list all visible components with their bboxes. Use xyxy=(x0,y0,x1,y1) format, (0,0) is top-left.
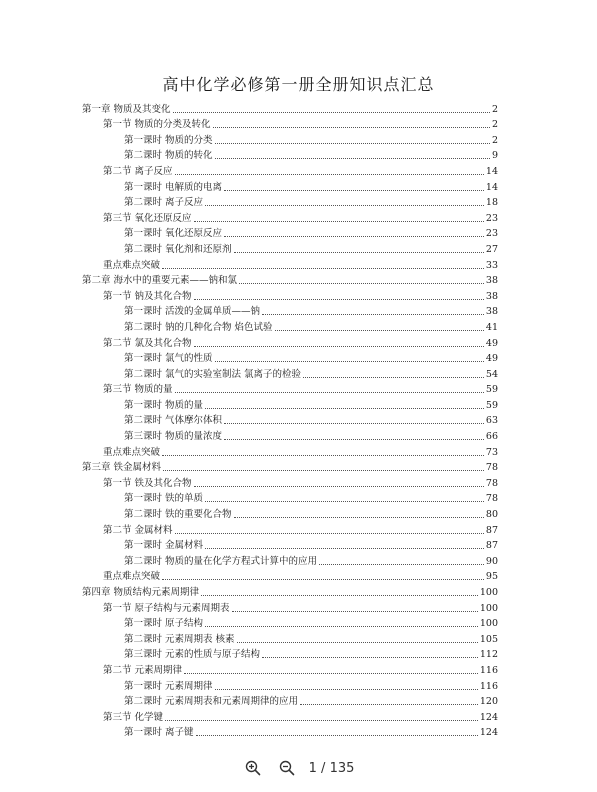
toc-leader-dots xyxy=(213,127,490,128)
toc-leader-dots xyxy=(194,346,484,347)
toc-entry[interactable] xyxy=(82,395,498,411)
toc-leader-dots xyxy=(162,579,484,580)
toc-entry-label: 第一节 铁及其化合物 xyxy=(103,477,192,489)
toc-leader-dots xyxy=(215,361,484,362)
zoom-in-button[interactable] xyxy=(243,758,263,778)
toc-entry[interactable] xyxy=(82,239,498,255)
toc-entry-label: 第一课时 活泼的金属单质——钠 xyxy=(124,306,261,318)
toc-entry-page: 41 xyxy=(485,321,498,333)
toc-entry-label: 第三课时 物质的量浓度 xyxy=(124,431,223,443)
toc-entry-page: 78 xyxy=(485,477,498,489)
toc-entry-page: 100 xyxy=(479,587,498,598)
toc-entry-label: 重点难点突破 xyxy=(103,571,161,583)
toc-entry-label: 重点难点突破 xyxy=(103,259,161,271)
toc-entry-page: 49 xyxy=(485,337,498,349)
toc-leader-dots xyxy=(205,408,484,409)
toc-entry-page: 18 xyxy=(485,197,498,209)
toc-entry[interactable] xyxy=(82,723,498,739)
toc-entry[interactable] xyxy=(82,115,498,131)
toc-leader-dots xyxy=(173,112,490,113)
toc-leader-dots xyxy=(262,314,484,315)
toc-entry-label: 第三节 化学键 xyxy=(103,711,164,723)
toc-leader-dots xyxy=(215,689,478,690)
toc-entry-label: 第二课时 元素周期表和元素周期律的应用 xyxy=(124,696,299,708)
toc-entry[interactable] xyxy=(82,473,498,489)
toc-entry[interactable] xyxy=(82,551,498,567)
toc-entry-label: 第二节 氯及其化合物 xyxy=(103,337,192,349)
toc-leader-dots xyxy=(234,252,484,253)
toc-entry-page: 78 xyxy=(485,493,498,505)
toc-entry-page: 112 xyxy=(479,649,498,661)
table-of-contents xyxy=(82,99,498,738)
current-page-number[interactable]: 1 xyxy=(308,760,317,776)
toc-leader-dots xyxy=(175,533,484,534)
toc-entry[interactable] xyxy=(82,614,498,630)
toc-entry[interactable] xyxy=(82,645,498,661)
toc-entry-page: 90 xyxy=(485,555,498,567)
zoom-in-icon xyxy=(245,760,261,776)
toc-leader-dots xyxy=(224,190,484,191)
toc-entry[interactable] xyxy=(82,567,498,583)
toc-entry-page: 124 xyxy=(479,727,498,739)
toc-leader-dots xyxy=(194,486,484,487)
toc-entry-label: 第一课时 物质的分类 xyxy=(124,134,213,146)
toc-entry-label: 第二课时 元素周期表 核素 xyxy=(124,633,235,645)
toc-entry-page: 2 xyxy=(491,103,498,115)
toc-entry[interactable] xyxy=(82,582,498,598)
toc-entry-page: 124 xyxy=(479,711,498,723)
toc-entry-page: 14 xyxy=(485,181,498,193)
toc-entry[interactable] xyxy=(82,130,498,146)
toc-leader-dots xyxy=(237,642,478,643)
toc-leader-dots xyxy=(194,221,484,222)
toc-entry[interactable] xyxy=(82,489,498,505)
toc-entry-page: 23 xyxy=(485,212,498,224)
toc-leader-dots xyxy=(162,455,484,456)
toc-entry[interactable] xyxy=(82,255,498,271)
toc-entry-page: 14 xyxy=(485,165,498,177)
toc-entry[interactable] xyxy=(82,598,498,614)
toc-entry-label: 第三节 氧化还原反应 xyxy=(103,212,192,224)
toc-entry[interactable] xyxy=(82,458,498,474)
toc-leader-dots xyxy=(224,423,484,424)
toc-entry[interactable] xyxy=(82,99,498,115)
toc-entry-page: 87 xyxy=(485,524,498,536)
toc-entry[interactable] xyxy=(82,426,498,442)
toc-entry[interactable] xyxy=(82,208,498,224)
toc-entry-page: 78 xyxy=(485,462,498,474)
toc-entry-page: 27 xyxy=(485,243,498,255)
toc-leader-dots xyxy=(194,299,484,300)
toc-entry-label: 第二课时 氯气的实验室制法 氯离子的检验 xyxy=(124,368,302,380)
toc-leader-dots xyxy=(234,517,484,518)
toc-entry[interactable] xyxy=(82,411,498,427)
toc-entry-page: 95 xyxy=(485,571,498,583)
total-pages: 135 xyxy=(329,760,355,776)
toc-entry-page: 59 xyxy=(485,399,498,411)
toc-leader-dots xyxy=(300,704,478,705)
toc-entry-label: 第二节 离子反应 xyxy=(103,165,173,177)
toc-entry-page: 116 xyxy=(479,680,498,692)
toc-leader-dots xyxy=(215,158,490,159)
toc-entry-label: 第一节 原子结构与元素周期表 xyxy=(103,602,230,614)
toc-entry[interactable] xyxy=(82,271,498,287)
toc-entry-page: 54 xyxy=(485,368,498,380)
toc-entry-label: 重点难点突破 xyxy=(103,446,161,458)
toc-entry[interactable] xyxy=(82,676,498,692)
toc-leader-dots xyxy=(201,595,478,596)
toc-entry-label: 第二课时 物质的转化 xyxy=(124,150,213,162)
toc-entry-page: 2 xyxy=(491,119,498,131)
toc-leader-dots xyxy=(303,377,484,378)
toc-leader-dots xyxy=(205,501,484,502)
toc-entry-label: 第一课时 物质的量 xyxy=(124,399,204,411)
toc-leader-dots xyxy=(196,735,478,736)
toc-entry-label: 第二课时 离子反应 xyxy=(124,197,204,209)
toc-entry-label: 第一章 物质及其变化 xyxy=(82,103,171,115)
toc-leader-dots xyxy=(232,611,478,612)
toc-entry-label: 第二课时 气体摩尔体积 xyxy=(124,415,223,427)
toc-leader-dots xyxy=(162,268,484,269)
toc-entry[interactable] xyxy=(82,193,498,209)
toc-entry-page: 120 xyxy=(479,696,498,708)
toc-entry-label: 第一课时 氯气的性质 xyxy=(124,353,213,365)
toc-leader-dots xyxy=(175,392,484,393)
viewer-toolbar xyxy=(0,756,597,780)
toc-entry[interactable] xyxy=(82,224,498,240)
toc-entry-page: 80 xyxy=(485,509,498,521)
toc-entry-page: 59 xyxy=(485,384,498,396)
toc-entry-page: 105 xyxy=(479,633,498,645)
toc-entry-label: 第一课时 电解质的电离 xyxy=(124,181,223,193)
toc-leader-dots xyxy=(239,283,484,284)
toc-entry[interactable] xyxy=(82,364,498,380)
toc-entry-label: 第一课时 离子键 xyxy=(124,727,194,739)
page-title: 高中化学必修第一册全册知识点汇总 xyxy=(162,75,435,94)
toc-entry-page: 100 xyxy=(479,618,498,630)
toc-entry-label: 第二课时 氧化剂和还原剂 xyxy=(124,243,232,255)
toc-entry-page: 100 xyxy=(479,602,498,614)
toc-entry-label: 第一课时 元素周期律 xyxy=(124,680,213,692)
toc-entry[interactable] xyxy=(82,177,498,193)
toc-entry[interactable] xyxy=(82,442,498,458)
toc-entry[interactable] xyxy=(82,660,498,676)
toc-entry-page: 49 xyxy=(485,353,498,365)
toc-entry[interactable] xyxy=(82,380,498,396)
toc-entry-page: 73 xyxy=(485,446,498,458)
toc-leader-dots xyxy=(205,205,484,206)
toc-leader-dots xyxy=(205,626,478,627)
toc-entry[interactable] xyxy=(82,349,498,365)
toc-entry-label: 第二课时 铁的重要化合物 xyxy=(124,509,232,521)
toc-entry-label: 第三课时 元素的性质与原子结构 xyxy=(124,649,261,661)
toc-entry[interactable] xyxy=(82,286,498,302)
toc-leader-dots xyxy=(205,548,484,549)
toc-entry-page: 38 xyxy=(485,306,498,318)
toc-entry-page: 38 xyxy=(485,275,498,287)
toc-entry-label: 第二课时 物质的量在化学方程式计算中的应用 xyxy=(124,555,318,567)
toc-entry-label: 第四章 物质结构元素周期律 xyxy=(82,587,200,598)
toc-entry-label: 第一课时 铁的单质 xyxy=(124,493,204,505)
toc-entry-page: 33 xyxy=(485,259,498,271)
toc-leader-dots xyxy=(224,439,484,440)
toc-entry[interactable] xyxy=(82,161,498,177)
toc-entry-page: 63 xyxy=(485,415,498,427)
toc-leader-dots xyxy=(175,174,484,175)
toc-leader-dots xyxy=(275,330,484,331)
zoom-out-button[interactable] xyxy=(277,758,297,778)
toc-entry-label: 第一课时 氧化还原反应 xyxy=(124,228,223,240)
toc-entry-label: 第三章 铁金属材料 xyxy=(82,462,162,474)
toc-entry[interactable] xyxy=(82,504,498,520)
toc-entry-label: 第二节 元素周期律 xyxy=(103,664,183,676)
toc-entry[interactable] xyxy=(82,302,498,318)
toc-entry-label: 第一节 物质的分类及转化 xyxy=(103,119,211,131)
toc-entry-label: 第二章 海水中的重要元素——钠和氯 xyxy=(82,275,238,287)
toc-entry-page: 66 xyxy=(485,431,498,443)
toc-entry[interactable] xyxy=(82,317,498,333)
toc-entry[interactable] xyxy=(82,536,498,552)
toc-entry[interactable] xyxy=(82,520,498,536)
toc-leader-dots xyxy=(215,143,490,144)
toc-entry-page: 87 xyxy=(485,540,498,552)
zoom-out-icon xyxy=(279,760,295,776)
toc-entry-label: 第一节 钠及其化合物 xyxy=(103,290,192,302)
toc-entry[interactable] xyxy=(82,333,498,349)
toc-entry-label: 第二课时 钠的几种化合物 焰色试验 xyxy=(124,321,273,333)
page-indicator xyxy=(309,761,355,776)
toc-entry-label: 第三节 物质的量 xyxy=(103,384,173,396)
toc-entry-page: 9 xyxy=(491,150,498,162)
toc-leader-dots xyxy=(224,236,484,237)
toc-entry-page: 116 xyxy=(479,664,498,676)
toc-entry-page: 2 xyxy=(491,134,498,146)
toc-leader-dots xyxy=(262,657,478,658)
toc-leader-dots xyxy=(184,673,478,674)
toc-entry-label: 第一课时 金属材料 xyxy=(124,540,204,552)
toc-entry-page: 23 xyxy=(485,228,498,240)
toc-entry[interactable] xyxy=(82,707,498,723)
toc-leader-dots xyxy=(163,470,484,471)
toc-entry[interactable] xyxy=(82,629,498,645)
toc-entry-label: 第一课时 原子结构 xyxy=(124,618,204,630)
toc-leader-dots xyxy=(165,720,478,721)
toc-leader-dots xyxy=(319,564,484,565)
toc-entry[interactable] xyxy=(82,692,498,708)
toc-entry[interactable] xyxy=(82,146,498,162)
page-separator: / xyxy=(321,760,326,776)
toc-entry-page: 38 xyxy=(485,290,498,302)
toc-entry-label: 第二节 金属材料 xyxy=(103,524,173,536)
